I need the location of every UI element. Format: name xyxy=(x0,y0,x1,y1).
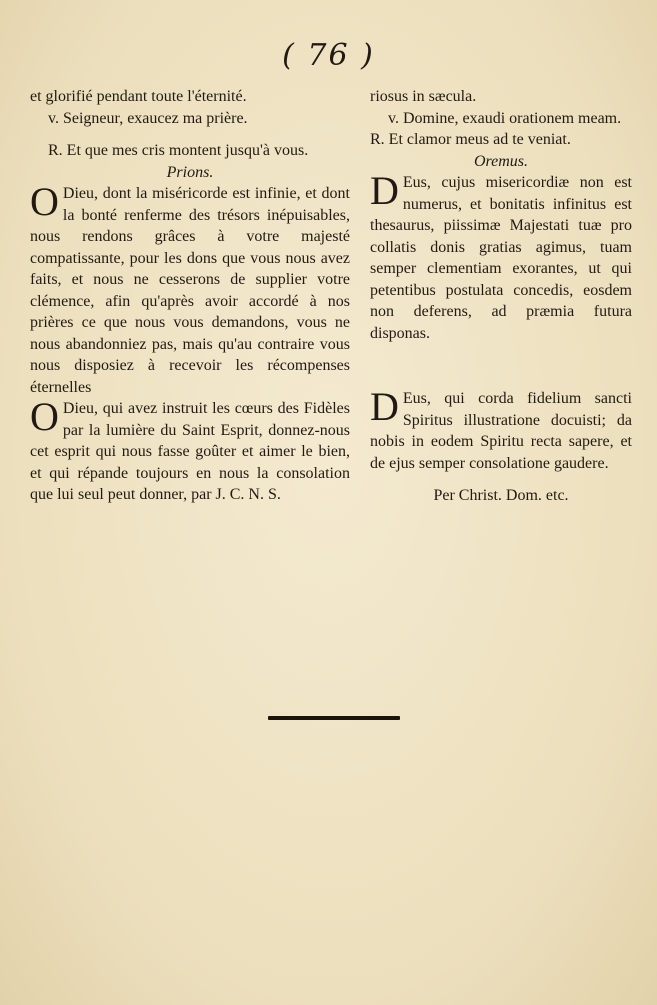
latin-column xyxy=(370,86,632,507)
prayer-heading: Oremus. xyxy=(473,152,529,170)
end-rule xyxy=(268,716,400,720)
drop-cap: D xyxy=(370,168,399,213)
drop-cap: D xyxy=(370,384,399,429)
prayer-1-text: Eus, cujus misericordiæ non est numerus, et bonitatis infinitus est thesaurus, piissimæ Majestati tuæ pro collatis donis gratias agimus, tuam semper clementiam exorantes, ut qui petentibus postulata concedis, eosdem non deferens, ad præmia futura disponas. xyxy=(370,174,632,342)
page-number: ( 76 ) xyxy=(282,38,375,73)
versicle: v. Domine, exaudi orationem meam. xyxy=(388,109,622,127)
french-column xyxy=(30,86,350,506)
prayer-2-text: Dieu, qui avez instruit les cœurs des Fidèles par la lumière du Saint Esprit, donnez-nous cet esprit qui nous fasse goûter et aimer le bien, et qui répande toujours en nous la consolation que lui seul peut donner, par J. C. N. S. xyxy=(30,400,350,503)
prayer-2 xyxy=(30,394,350,506)
response: R. Et clamor meus ad te veniat. xyxy=(370,131,571,148)
prayer-2-text: Eus, qui corda fidelium sancti Spiritus illustratione docuisti; da nobis in eodem Spiritu recta sapere, et de ejus semper consolatione gaudere. xyxy=(370,390,632,472)
versicle: v. Seigneur, exaucez ma prière. xyxy=(48,109,248,127)
continuation-line: et glorifié pendant toute l'éternité. xyxy=(30,88,247,105)
prayer-heading: Prions. xyxy=(166,163,214,181)
closing-formula: Per Christ. Dom. etc. xyxy=(433,487,569,504)
prayer-2 xyxy=(370,384,632,474)
continuation-line: riosus in sæcula. xyxy=(370,88,477,105)
drop-cap: O xyxy=(30,179,59,224)
prayer-1 xyxy=(370,168,632,344)
drop-cap: O xyxy=(30,394,59,439)
prayer-1 xyxy=(30,179,350,398)
response: R. Et que mes cris montent jusqu'à vous. xyxy=(48,142,309,159)
prayer-1-text: Dieu, dont la miséricorde est infinie, et dont la bonté renferme des trésors inépuisables, nous rendons grâces à votre majesté compatissante, pour les dons que vous nous avez faits, et nous ne cesserons de supplier votre clémence, afin qu'après avoir accordé à nos prières ce que nous vous demandons, vous ne nous abandonniez pas, mais qu'au contraire vous nous disposiez à recevoir les récompenses éternelles xyxy=(30,185,350,396)
